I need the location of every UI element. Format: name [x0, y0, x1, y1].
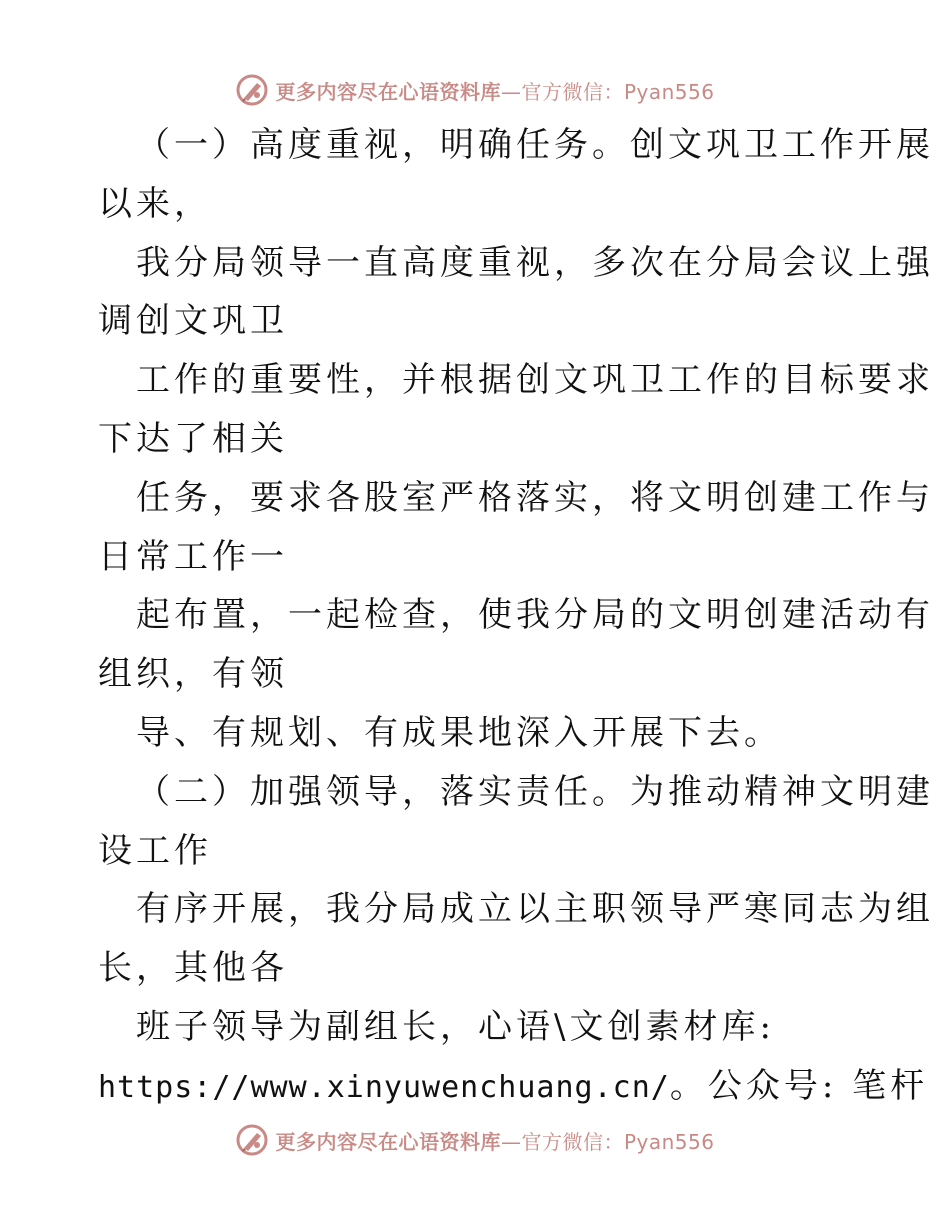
pen-logo-icon	[235, 73, 269, 107]
text-line: 调创文巩卫	[98, 301, 288, 342]
text-line: 以来，	[98, 183, 212, 224]
text-line: 导、有规划、有成果地深入开展下去。	[136, 712, 782, 753]
text-line: 我分局领导一直高度重视，多次在分局会议上强	[136, 242, 934, 283]
text-line: 下达了相关	[98, 418, 288, 459]
text-line: （一）高度重视，明确任务。创文巩卫工作开展	[136, 125, 934, 165]
text-line: 长，其他各	[98, 948, 288, 989]
text-line: 组织，有领	[98, 654, 288, 695]
text-line: 班子领导为副组长，心语\文创素材库:	[136, 1006, 775, 1047]
document-body	[98, 116, 934, 1116]
text-line: 日常工作一	[98, 536, 288, 577]
watermark-text: 更多内容尽在心语资料库—官方微信：Pyan556	[275, 1129, 715, 1154]
watermark-footer	[0, 1120, 950, 1160]
text-line: 设工作	[98, 830, 212, 871]
text-line: 起布置，一起检查，使我分局的文明创建活动有	[136, 595, 934, 636]
text-line: 工作的重要性，并根据创文巩卫工作的目标要求	[136, 360, 934, 401]
watermark-text: 更多内容尽在心语资料库—官方微信：Pyan556	[275, 79, 715, 104]
text-line: （二）加强领导，落实责任。为推动精神文明建	[136, 771, 934, 812]
watermark-header	[0, 70, 950, 110]
pen-logo-icon	[235, 1123, 269, 1157]
text-line: 任务，要求各股室严格落实，将文明创建工作与	[136, 477, 934, 518]
website-url[interactable]: https://www.xinyuwenchuang.cn/	[98, 1069, 670, 1105]
url-line	[98, 1057, 929, 1116]
text-line: 有序开展，我分局成立以主职领导严寒同志为组	[136, 889, 934, 930]
url-line-tail: 。公众号: 笔杆	[669, 1065, 929, 1106]
